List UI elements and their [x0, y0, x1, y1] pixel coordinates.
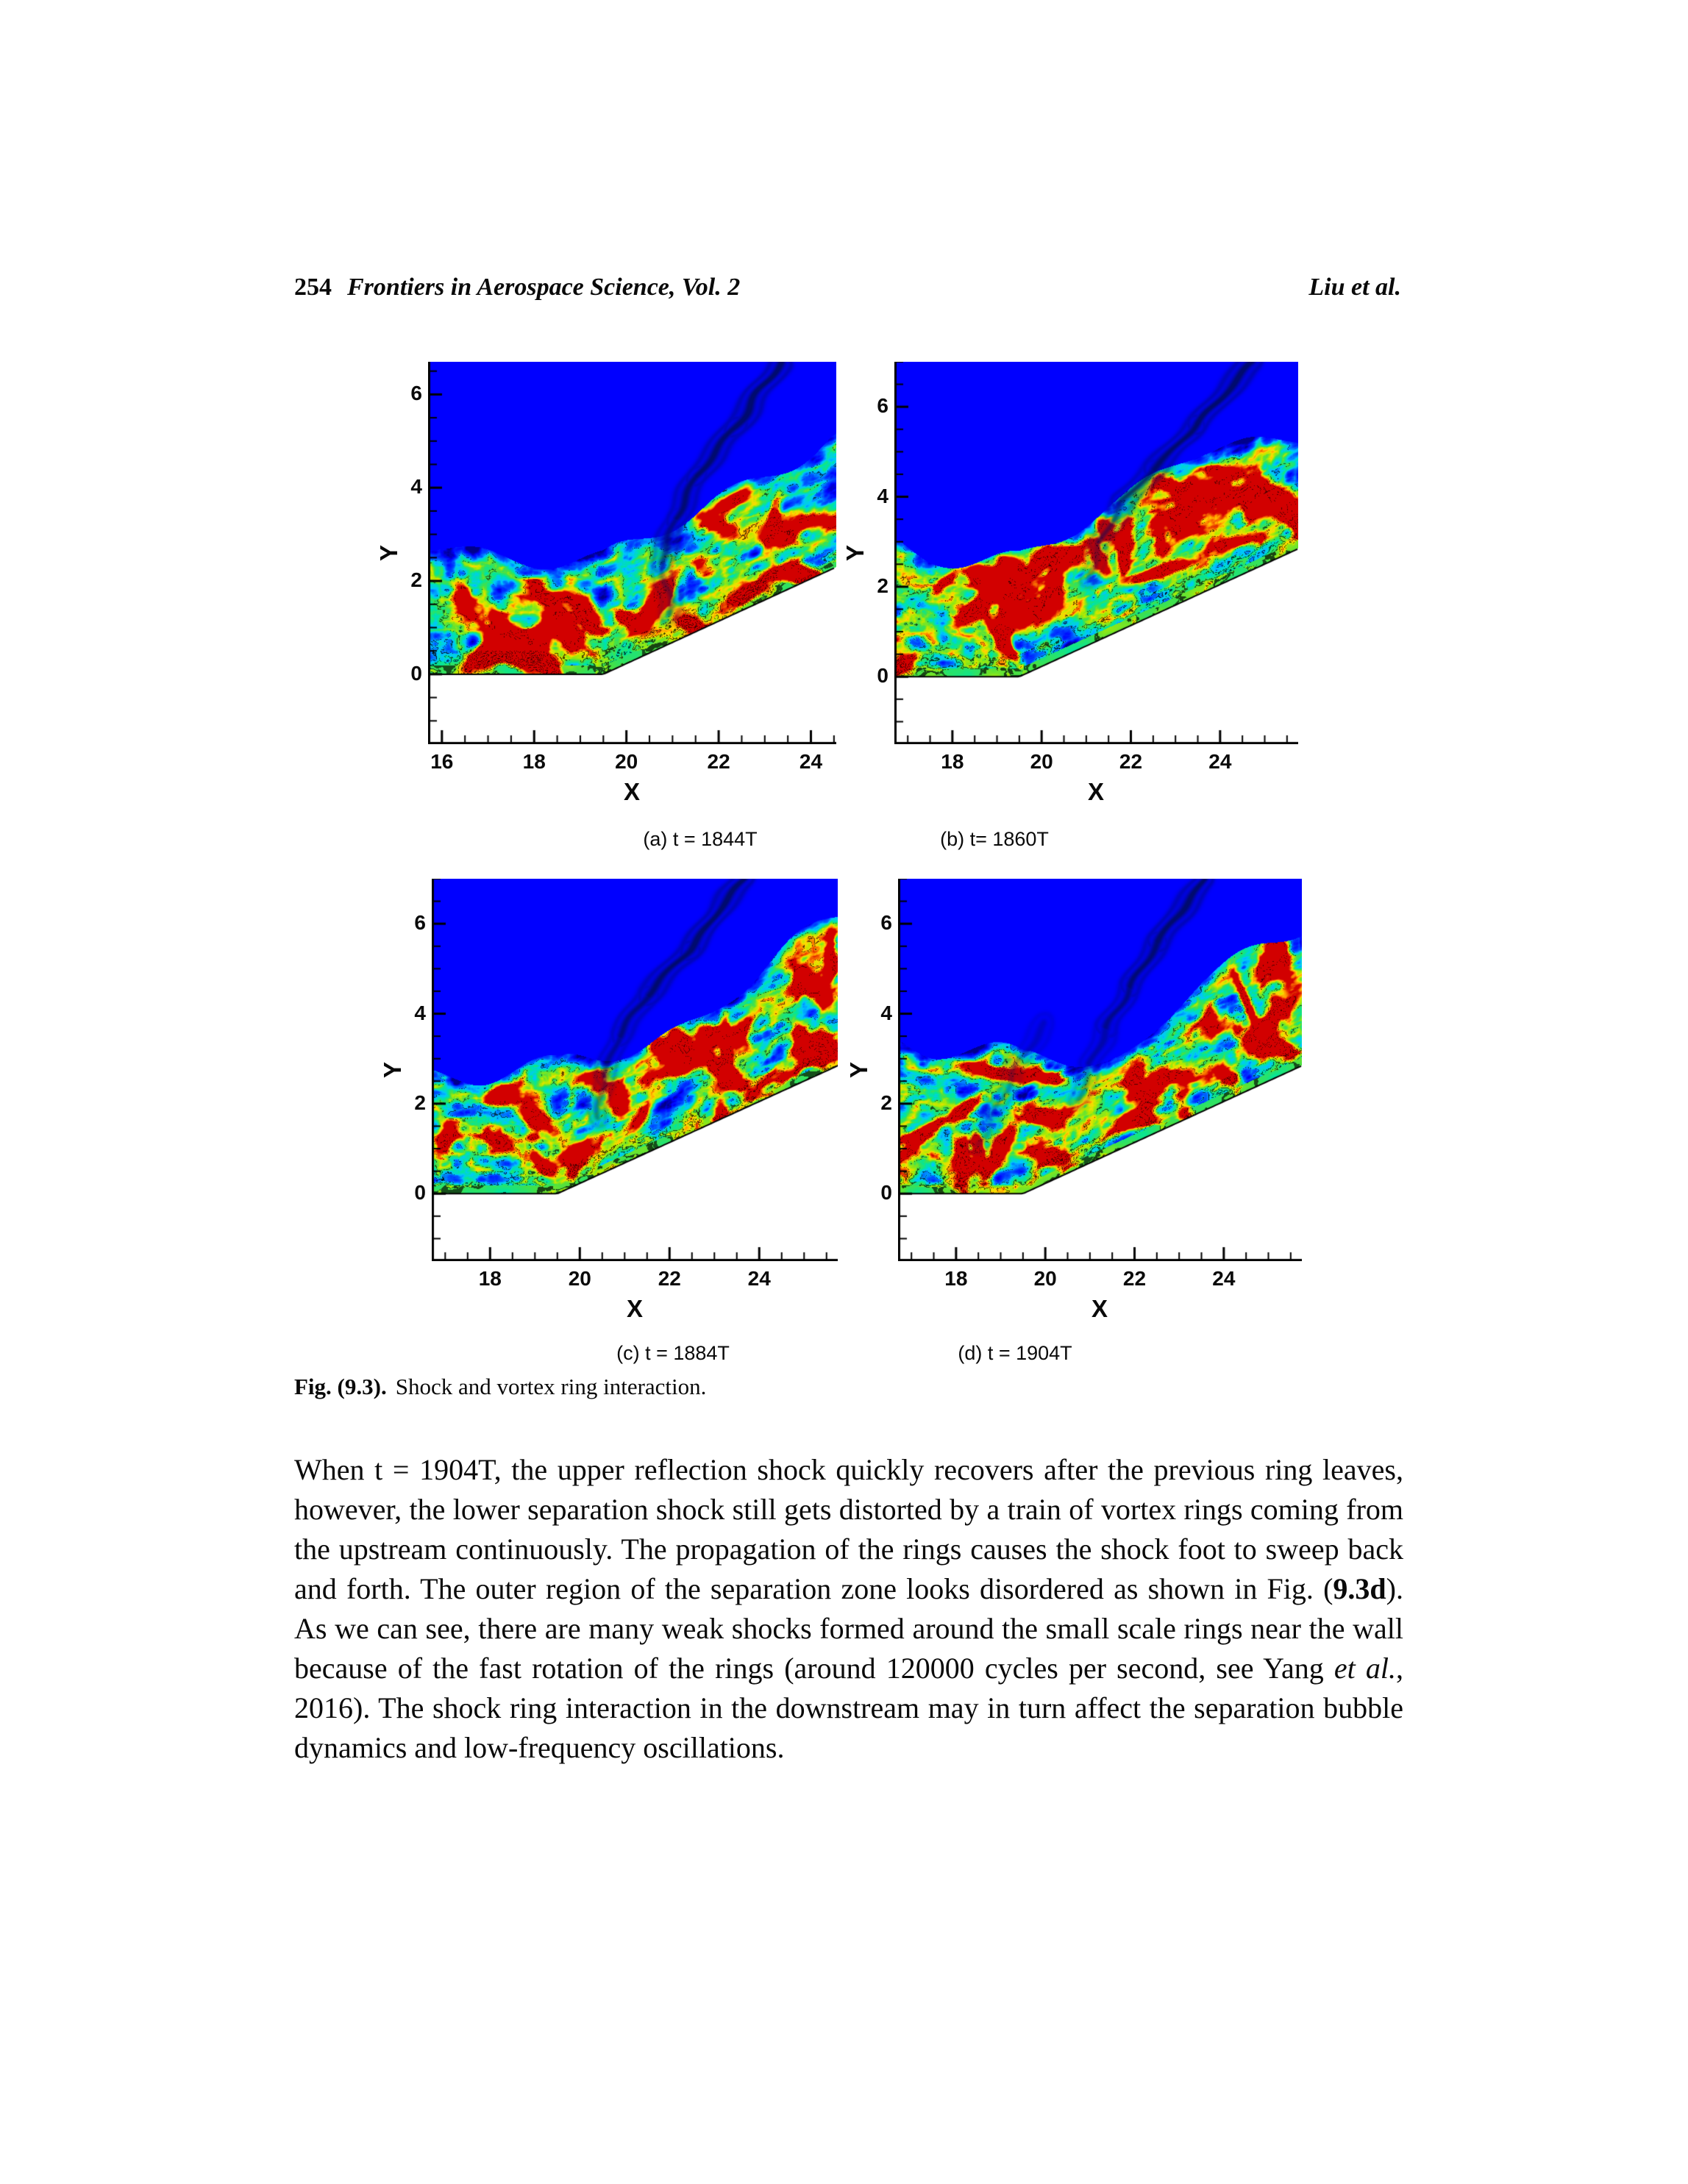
x-tick-label: 22 — [707, 750, 730, 773]
figure-caption — [294, 1374, 1405, 1400]
x-tick-label: 22 — [658, 1267, 681, 1290]
x-tick-label: 22 — [1122, 1267, 1147, 1290]
cfd-panel-d — [847, 879, 1302, 1349]
panel-caption-d: (d) t = 1904T — [958, 1342, 1072, 1364]
body-paragraph — [294, 1450, 1403, 1768]
cfd-panel-a — [377, 362, 836, 832]
x-axis-label: X — [1091, 1295, 1108, 1322]
x-tick-label: 20 — [1030, 750, 1053, 773]
paragraph-segment: ). As we can see, there are many weak shocks formed around the small scale rings near the wall because of the fast rotation of the rings (around 120000 cycles per second, see Yang — [294, 1572, 1403, 1685]
y-tick-label: 2 — [414, 1091, 426, 1114]
x-tick-label: 20 — [615, 750, 638, 773]
x-axis-label: X — [626, 1295, 643, 1322]
y-tick-label: 6 — [414, 911, 426, 935]
x-tick-label: 18 — [941, 750, 964, 773]
cfd-panel-c — [380, 879, 838, 1349]
figure-caption-label: Fig. (9.3). — [294, 1374, 387, 1399]
paragraph-segment: When t = 1904T, the upper reflection shock quickly recovers after the previous ring leaves, however, the lower separation shock still gets distorted by a train of vortex rings coming from the upstream continuously. The propagation of the rings causes the shock foot to sweep back and forth. The outer region of the separation zone looks disordered as shown in Fig. ( — [294, 1453, 1403, 1605]
x-tick-label: 20 — [568, 1267, 591, 1290]
page-number: 254 — [294, 274, 332, 301]
book-title: Frontiers in Aerospace Science, Vol. 2 — [347, 274, 741, 301]
figure-caption-text: Shock and vortex ring interaction. — [395, 1374, 707, 1399]
y-tick-label: 0 — [877, 664, 888, 688]
y-axis-label: Y — [375, 545, 402, 562]
y-axis-label: Y — [841, 545, 869, 562]
y-axis-label: Y — [845, 1062, 872, 1079]
cfd-plot-canvas-c — [432, 879, 838, 1261]
x-tick-label: 18 — [478, 1267, 502, 1290]
y-tick-label: 6 — [877, 394, 888, 418]
x-tick-label: 24 — [747, 1267, 771, 1290]
paragraph-segment: 9.3d — [1333, 1572, 1386, 1605]
x-axis-label: X — [1087, 778, 1104, 805]
x-tick-label: 24 — [799, 750, 823, 773]
cfd-plot-canvas-a — [428, 362, 836, 744]
x-tick-label: 18 — [522, 750, 546, 773]
panel-caption-a: (a) t = 1844T — [643, 828, 758, 850]
y-tick-label: 0 — [410, 661, 422, 685]
x-tick-label: 24 — [1212, 1267, 1236, 1290]
x-tick-label: 24 — [1208, 750, 1232, 773]
y-tick-label: 4 — [414, 1001, 426, 1024]
y-tick-label: 2 — [880, 1091, 892, 1114]
paragraph-segment: et al. — [1333, 1652, 1396, 1685]
x-tick-label: 16 — [430, 750, 454, 773]
y-tick-label: 0 — [880, 1181, 892, 1205]
panel-caption-b: (b) t= 1860T — [940, 828, 1049, 850]
paragraph-segment: , 2016). The shock ring interaction in the downstream may in turn affect the separation bubble dynamics and low-frequency oscillations. — [294, 1652, 1403, 1764]
x-tick-label: 18 — [944, 1267, 968, 1290]
y-axis-label: Y — [379, 1062, 406, 1079]
y-tick-label: 4 — [410, 475, 422, 499]
y-tick-label: 2 — [410, 568, 422, 592]
y-tick-label: 4 — [877, 484, 888, 507]
y-tick-label: 6 — [410, 382, 422, 405]
y-tick-label: 0 — [414, 1181, 426, 1205]
panel-caption-c: (c) t = 1884T — [616, 1342, 730, 1364]
y-tick-label: 6 — [880, 911, 892, 935]
y-tick-label: 2 — [877, 574, 888, 597]
x-tick-label: 20 — [1033, 1267, 1057, 1290]
cfd-plot-canvas-b — [894, 362, 1298, 744]
running-authors: Liu et al. — [1308, 274, 1401, 301]
y-tick-label: 4 — [880, 1001, 892, 1024]
x-tick-label: 22 — [1119, 750, 1143, 773]
cfd-plot-canvas-d — [898, 879, 1302, 1261]
cfd-panel-b — [843, 362, 1298, 832]
x-axis-label: X — [623, 778, 640, 805]
